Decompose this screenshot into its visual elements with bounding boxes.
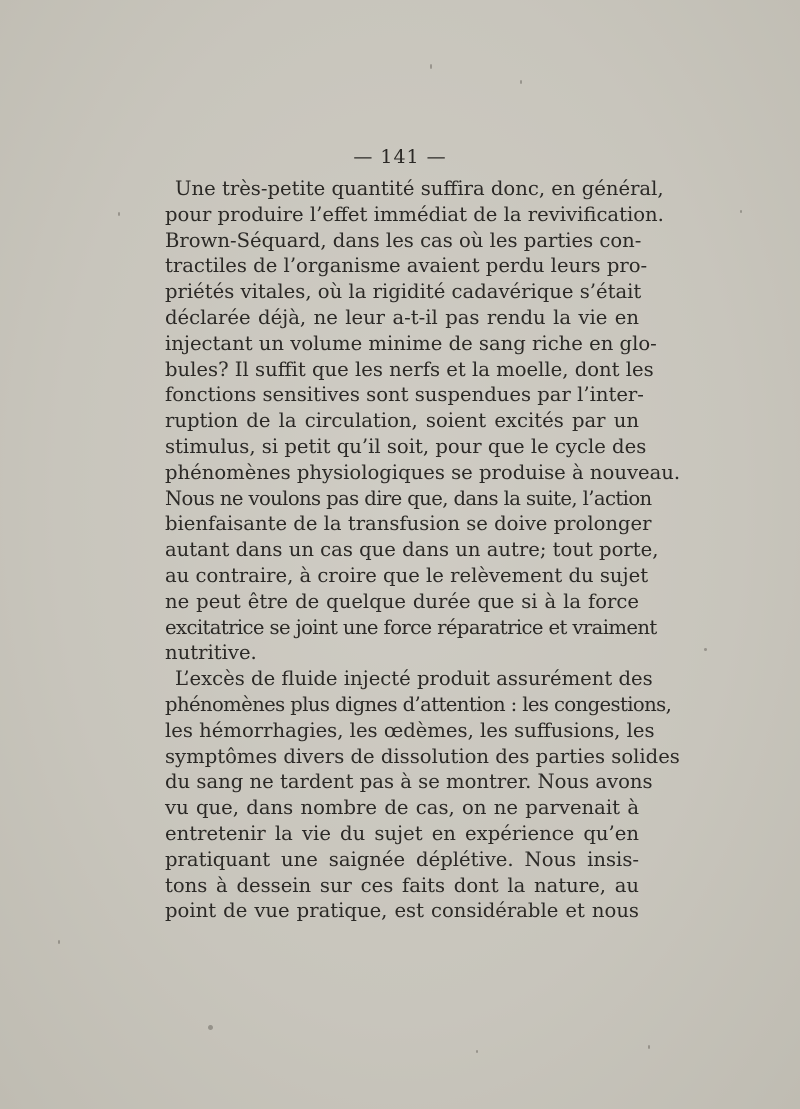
paper-speck xyxy=(740,210,742,213)
paper-speck xyxy=(704,648,707,651)
text-line: bules? Il suffit que les nerfs et la moelle, dont les xyxy=(165,357,654,381)
text-line: les hémorrhagies, les œdèmes, les suffusions, les xyxy=(165,718,655,742)
text-line: nutritive. xyxy=(165,641,257,665)
text-line: Brown-Séquard, dans les cas où les parties con- xyxy=(165,228,642,252)
text-line: fonctions sensitives sont suspendues par l’inter- xyxy=(165,383,644,407)
paper-speck xyxy=(58,940,60,944)
text-line: Nous ne voulons pas dire que, dans la suite, l’action xyxy=(165,486,652,510)
text-line: ne peut être de quelque durée que si à la force xyxy=(165,589,639,613)
text-line: tractiles de l’organisme avaient perdu leurs pro- xyxy=(165,254,648,278)
text-line: entretenir la vie du sujet en expérience qu’en xyxy=(165,821,639,845)
paper-speck xyxy=(648,1045,650,1049)
text-line: injectant un volume minime de sang riche en glo- xyxy=(165,331,657,355)
paper-speck xyxy=(208,1025,213,1030)
paper-speck xyxy=(476,1050,478,1053)
text-line: pour produire l’effet immédiat de la revivification. xyxy=(165,202,664,226)
paper-speck xyxy=(430,64,432,69)
text-line: pratiquant une saignée déplétive. Nous insis- xyxy=(165,847,639,871)
text-line: ruption de la circulation, soient excités par un xyxy=(165,409,639,433)
text-line: vu que, dans nombre de cas, on ne parvenait à xyxy=(165,796,639,820)
body-text xyxy=(165,176,681,924)
text-line: autant dans un cas que dans un autre; tout porte, xyxy=(165,538,659,562)
text-line: priétés vitales, où la rigidité cadavérique s’était xyxy=(165,280,642,304)
text-line: point de vue pratique, est considérable et nous xyxy=(165,899,639,923)
text-line: tons à dessein sur ces faits dont la nature, au xyxy=(165,873,639,897)
text-line: phénomènes plus dignes d’attention : les congestions, xyxy=(165,692,672,716)
text-line: L’excès de fluide injecté produit assurément des xyxy=(175,667,653,691)
paper-speck xyxy=(520,80,522,84)
text-line: déclarée déjà, ne leur a-t-il pas rendu la vie en xyxy=(165,305,639,329)
text-line: phénomènes physiologiques se produise à nouveau. xyxy=(165,460,681,484)
text-line: symptômes divers de dissolution des parties solides xyxy=(165,744,680,768)
text-line: stimulus, si petit qu’il soit, pour que le cycle des xyxy=(165,434,647,458)
paper-speck xyxy=(118,212,120,216)
page-number: — 141 — xyxy=(353,146,447,168)
text-line: bienfaisante de la transfusion se doive prolonger xyxy=(165,512,652,536)
text-line: du sang ne tardent pas à se montrer. Nous avons xyxy=(165,770,653,794)
text-line: au contraire, à croire que le relèvement du sujet xyxy=(165,563,649,587)
text-line: Une très-petite quantité suffira donc, en général, xyxy=(175,177,664,200)
text-line: excitatrice se joint une force réparatrice et vraiment xyxy=(165,615,657,639)
